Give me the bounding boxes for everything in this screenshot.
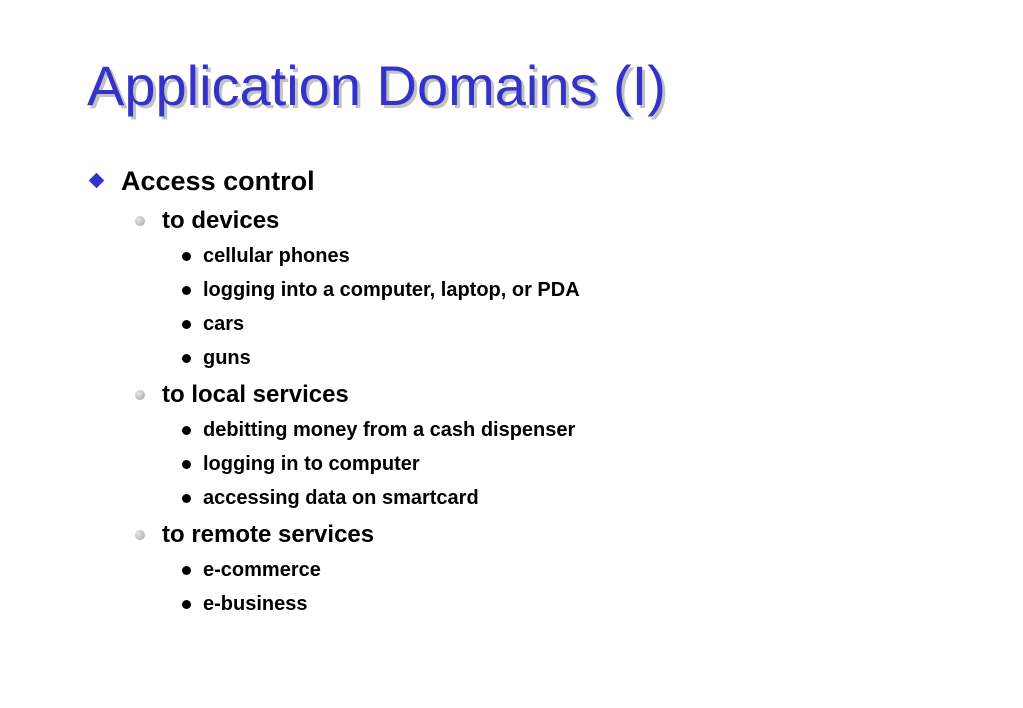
- black-dot-bullet-icon: [182, 320, 191, 329]
- bullet-cars: cars: [203, 313, 245, 335]
- black-dot-bullet-icon: [182, 566, 191, 575]
- bullet-cellular-phones: cellular phones: [203, 245, 350, 267]
- black-dot-bullet-icon: [182, 494, 191, 503]
- black-dot-bullet-icon: [182, 286, 191, 295]
- diamond-bullet-icon: [89, 173, 105, 189]
- black-dot-bullet-icon: [182, 354, 191, 363]
- grey-dot-bullet-icon: [135, 216, 145, 226]
- bullet-e-commerce: e-commerce: [203, 559, 321, 581]
- bullet-to-devices: to devices: [162, 207, 280, 234]
- bullet-access-control: Access control: [121, 166, 315, 196]
- bullet-debitting-money: debitting money from a cash dispenser: [203, 419, 576, 441]
- black-dot-bullet-icon: [182, 460, 191, 469]
- bullet-logging-in-to-computer: logging in to computer: [203, 453, 420, 475]
- bullet-to-local-services: to local services: [162, 381, 349, 408]
- grey-dot-bullet-icon: [135, 390, 145, 400]
- black-dot-bullet-icon: [182, 600, 191, 609]
- slide-title: Application Domains (I): [87, 54, 666, 117]
- bullet-accessing-smartcard: accessing data on smartcard: [203, 487, 479, 509]
- black-dot-bullet-icon: [182, 252, 191, 261]
- bullet-to-remote-services: to remote services: [162, 521, 375, 548]
- bullet-logging-into-computer: logging into a computer, laptop, or PDA: [203, 279, 580, 301]
- bullet-e-business: e-business: [203, 593, 308, 615]
- bullet-guns: guns: [203, 347, 251, 369]
- grey-dot-bullet-icon: [135, 530, 145, 540]
- black-dot-bullet-icon: [182, 426, 191, 435]
